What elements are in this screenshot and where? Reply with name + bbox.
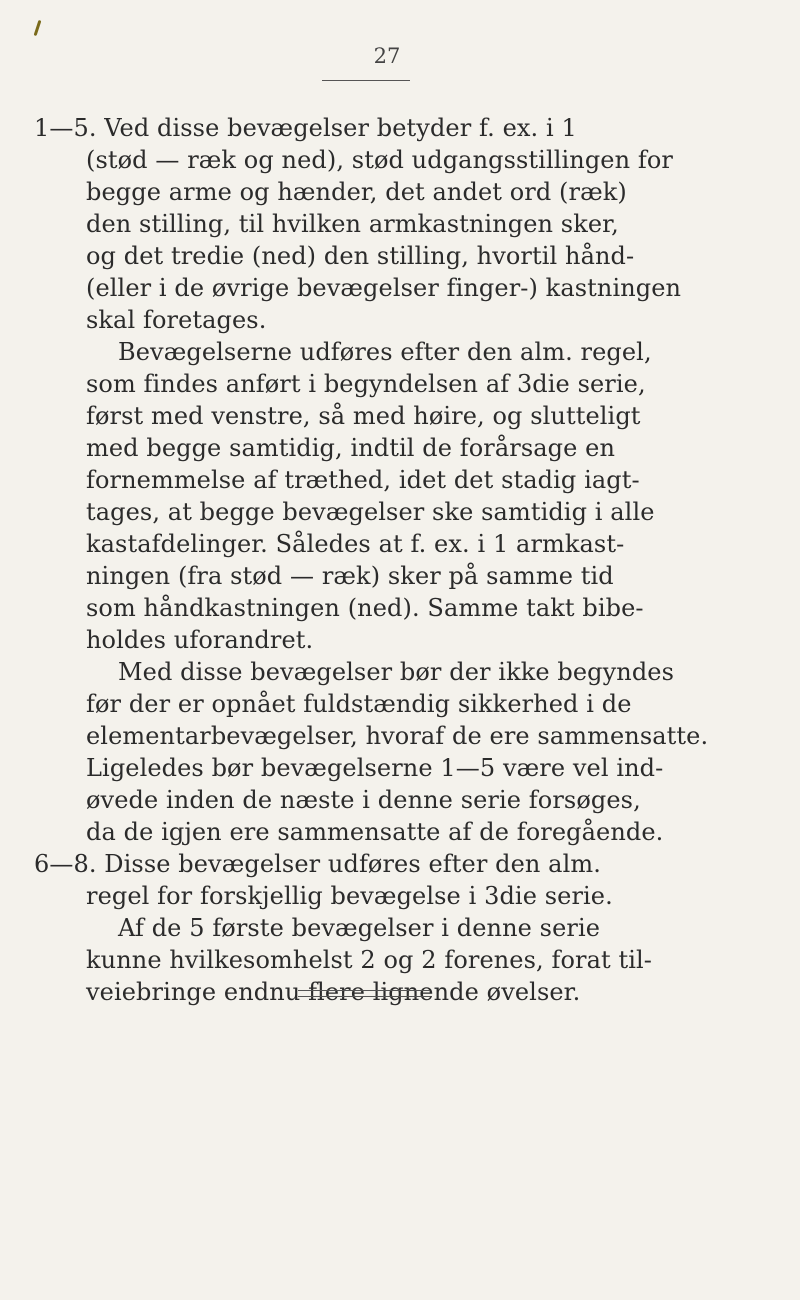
text-line: (stød — ræk og ned), stød udgangsstillingen for (86, 146, 673, 174)
text-line: (eller i de øvrige bevægelser finger-) kastningen (86, 274, 682, 302)
text-line: veiebringe endnu flere lignende øvelser. (86, 978, 581, 1006)
text-line: fornemmelse af træthed, idet det stadig iagt- (86, 466, 640, 494)
text-line: Af de 5 første bevægelser i denne serie (118, 914, 601, 942)
text-line: først med venstre, så med høire, og slutteligt (86, 402, 641, 430)
page-number-rule (322, 80, 410, 81)
text-line: da de igjen ere sammensatte af de foregående. (86, 818, 664, 846)
text-line: med begge samtidig, indtil de forårsage en (86, 434, 616, 462)
text-line: 6—8. Disse bevægelser udføres efter den alm. (34, 850, 601, 878)
text-line: Med disse bevægelser bør der ikke begyndes (118, 658, 675, 686)
ink-mark (34, 20, 42, 36)
text-line: Ligeledes bør bevægelserne 1—5 være vel ind- (86, 754, 664, 782)
text-line: som findes anført i begyndelsen af 3die serie, (86, 370, 646, 398)
text-line: som håndkastningen (ned). Samme takt bibe- (86, 594, 644, 622)
text-line: 1—5. Ved disse bevægelser betyder f. ex. i 1 (34, 114, 577, 142)
text-line: skal foretages. (86, 306, 267, 334)
text-line: regel for forskjellig bevægelse i 3die serie. (86, 882, 613, 910)
text-line: den stilling, til hvilken armkastningen sker, (86, 210, 619, 238)
text-line: kunne hvilkesomhelst 2 og 2 forenes, forat til- (86, 946, 652, 974)
page-number: 27 (373, 44, 401, 68)
text-line: kastafdelinger. Således at f. ex. i 1 armkast- (86, 530, 625, 558)
text-line: før der er opnået fuldstændig sikkerhed i de (86, 690, 632, 718)
text-line: ningen (fra stød — ræk) sker på samme tid (86, 562, 614, 590)
text-line: begge arme og hænder, det andet ord (ræk) (86, 178, 627, 206)
text-line: holdes uforandret. (86, 626, 314, 654)
text-line: øvede inden de næste i denne serie forsøges, (86, 786, 641, 814)
text-line: tages, at begge bevægelser ske samtidig i alle (86, 498, 655, 526)
end-double-rule (298, 990, 430, 997)
text-line: og det tredie (ned) den stilling, hvortil hånd- (86, 242, 635, 270)
text-line: elementarbevægelser, hvoraf de ere sammensatte. (86, 722, 709, 750)
text-line: Bevægelserne udføres efter den alm. regel, (118, 338, 652, 366)
